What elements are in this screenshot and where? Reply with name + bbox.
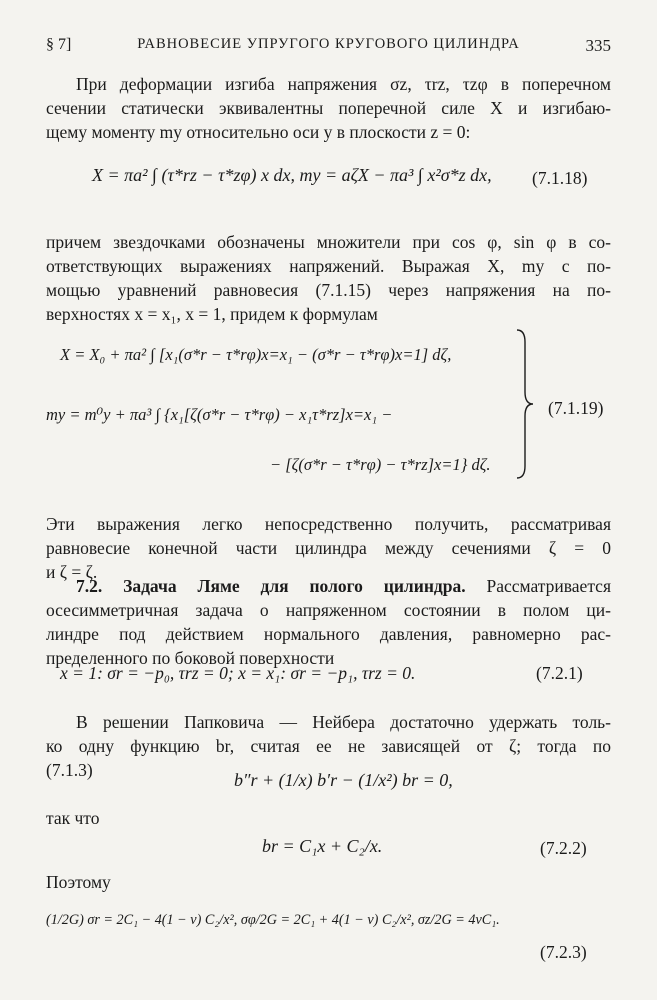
- paragraph-1: [46, 72, 611, 144]
- text-line: (7.1.3): [46, 760, 93, 780]
- equation-label: (7.2.3): [540, 942, 587, 962]
- text-line: мощью уравнений равновесия (7.1.15) через напряжения на по-: [46, 280, 611, 300]
- text-line: щему моменту my относительно оси y в плоскости z = 0:: [46, 122, 471, 142]
- text-line: причем звездочками обозначены множители при cos φ, sin φ в со-: [46, 232, 611, 252]
- equation-7-2-3: (1/2G) σr = 2C₁ − 4(1 − ν) C₂/x², σφ/2G = 2C₁ + 4(1 − ν) C₂/x², σz/2G = 4νC₁.: [46, 912, 500, 928]
- section-heading: 7.2. Задача Ляме для полого цилиндра.: [76, 576, 466, 596]
- text-line: пределенного по боковой поверхности: [46, 648, 335, 668]
- text-line: сечении статически эквивалентны поперечной силе X и изгибаю-: [46, 98, 611, 118]
- text-line: В решении Папковича — Нейбера достаточно удержать толь-: [76, 712, 611, 732]
- equation-7-1-19-line-2: my = m⁰y + πa³ ∫ {x₁[ζ(σ*r − τ*rφ) − x₁τ*rz]x=x₁ −: [46, 405, 393, 424]
- equation-7-1-18: X = πa² ∫ (τ*rz − τ*zφ) x dx, my = aζX − πa³ ∫ x²σ*z dx,: [92, 165, 492, 185]
- section-7-2: [46, 574, 611, 670]
- text-line: и ζ = ζ.: [46, 562, 98, 582]
- text-line: [46, 574, 611, 598]
- text-line-continuation: Рассматривается: [465, 576, 611, 596]
- section-marker: § 7]: [46, 36, 72, 53]
- paragraph-tak-chto: [46, 806, 611, 830]
- paragraph-poetomu: [46, 870, 611, 894]
- running-header: [46, 36, 611, 60]
- equation-label: (7.1.18): [532, 168, 588, 188]
- equation-label: (7.2.2): [540, 838, 587, 858]
- text-line: так что: [46, 808, 100, 828]
- text-line: Поэтому: [46, 872, 111, 892]
- equation-7-1-19-line-3: − [ζ(σ*r − τ*rφ) − τ*rz]x=1} dζ.: [270, 455, 491, 474]
- page-number: 335: [585, 36, 611, 55]
- text-line: линдре под действием нормального давления, равномерно рас-: [46, 624, 611, 644]
- equation-7-1-19-line-1: X = X₀ + πa² ∫ [x₁(σ*r − τ*rφ)x=x₁ − (σ*r − τ*rφ)x=1] dζ,: [60, 345, 452, 364]
- text-line: равновесие конечной части цилиндра между сечениями ζ = 0: [46, 538, 611, 558]
- text-line: При деформации изгиба напряжения σz, τrz, τzφ в поперечном: [76, 74, 611, 94]
- text-line: ответствующих выражениях напряжений. Выражая X, my с по-: [46, 256, 611, 276]
- equation-7-2-1: x = 1: σr = −p₀, τrz = 0; x = x₁: σr = −p₁, τrz = 0.: [60, 663, 416, 683]
- equation-ode: b″r + (1/x) b′r − (1/x²) br = 0,: [234, 770, 453, 790]
- text-line: ко одну функцию br, считая ее не зависящей от ζ; тогда по: [46, 736, 611, 756]
- running-title: РАВНОВЕСИЕ УПРУГОГО КРУГОВОГО ЦИЛИНДРА: [137, 36, 520, 52]
- text-line: осесимметричная задача о напряженном состоянии в полом ци-: [46, 600, 611, 620]
- equation-label: (7.2.1): [536, 663, 583, 683]
- equation-label: (7.1.19): [548, 398, 604, 418]
- right-brace-icon: [515, 328, 535, 480]
- text-line: верхностях x = x₁, x = 1, придем к формулам: [46, 304, 378, 324]
- text-line: Эти выражения легко непосредственно получить, рассматривая: [46, 514, 611, 534]
- equation-7-2-2: br = C₁x + C₂/x.: [262, 836, 383, 856]
- paragraph-2: [46, 230, 611, 326]
